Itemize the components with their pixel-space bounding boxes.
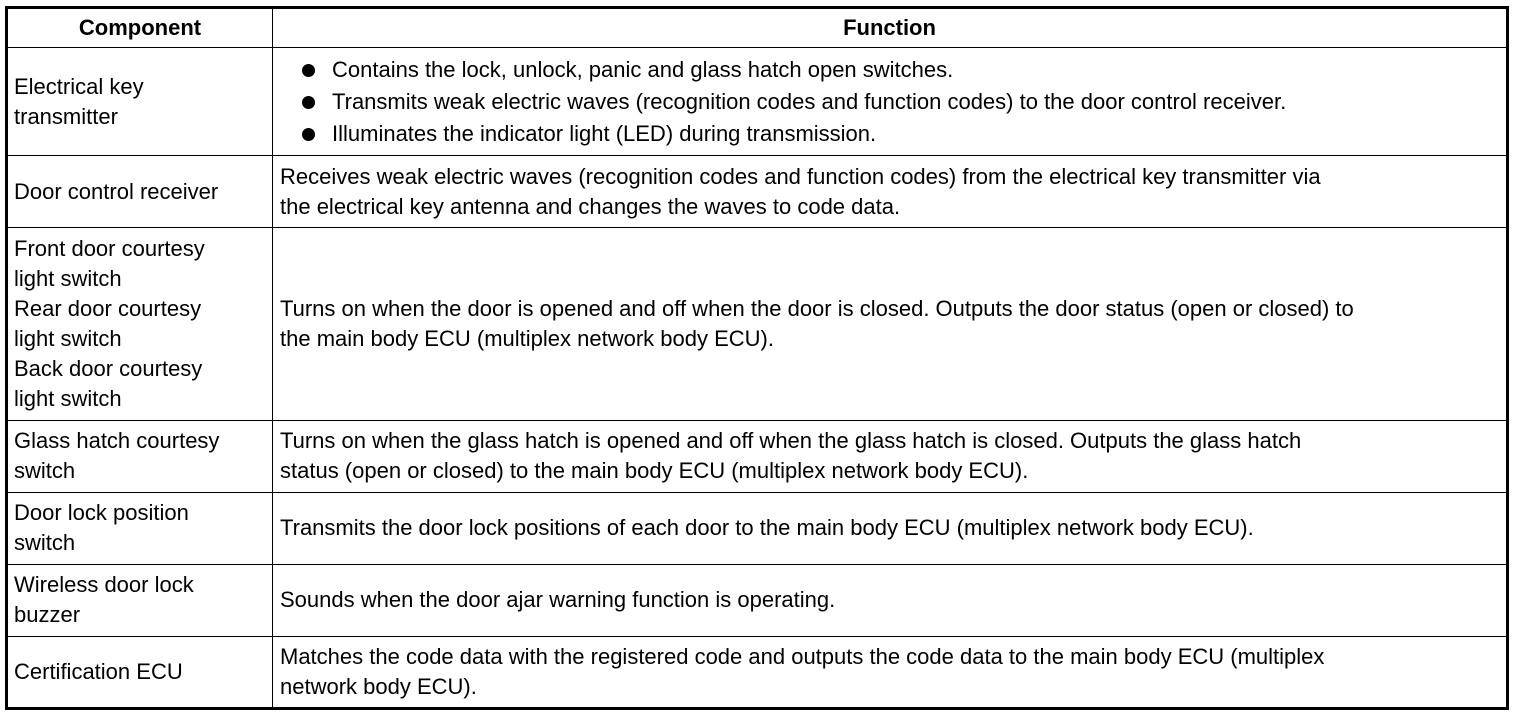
header-component: Component <box>7 8 273 48</box>
bullet-text: Illuminates the indicator light (LED) during transmission. <box>332 120 877 146</box>
component-line: Front door courtesy <box>14 235 205 261</box>
bullet-text: Contains the lock, unlock, panic and glass hatch open switches. <box>332 56 954 82</box>
table-row <box>7 492 1508 564</box>
component-line: Electrical key <box>14 73 144 99</box>
function-line: the main body ECU (multiplex network body ECU). <box>280 325 774 351</box>
function-line: status (open or closed) to the main body ECU (multiplex network body ECU). <box>280 458 1029 484</box>
function-line: the electrical key antenna and changes the waves to code data. <box>280 193 901 219</box>
bullet-icon <box>302 96 315 109</box>
component-line: Door lock position <box>14 500 189 526</box>
list-item <box>300 86 1502 118</box>
component-line: Glass hatch courtesy <box>14 428 220 454</box>
function-line: Turns on when the door is opened and off when the door is closed. Outputs the door status (open or closed) to <box>280 295 1354 321</box>
function-line: Matches the code data with the registered code and outputs the code data to the main body ECU (multiplex <box>280 643 1325 669</box>
list-item <box>300 118 1502 150</box>
component-line: transmitter <box>14 103 118 129</box>
component-line: light switch <box>14 325 122 351</box>
function-line: Receives weak electric waves (recognition codes and function codes) from the electrical key transmitter via <box>280 163 1321 189</box>
function-cell <box>273 228 1508 420</box>
component-line: Certification ECU <box>14 658 183 684</box>
function-cell <box>273 492 1508 564</box>
component-line: light switch <box>14 265 122 291</box>
component-function-table-container <box>5 6 1506 710</box>
header-function: Function <box>273 8 1508 48</box>
bullet-icon <box>302 128 315 141</box>
component-line: Rear door courtesy <box>14 295 202 321</box>
component-cell <box>7 636 273 708</box>
component-line: switch <box>14 458 76 484</box>
function-cell <box>273 564 1508 636</box>
component-cell <box>7 48 273 156</box>
function-line: Turns on when the glass hatch is opened and off when the glass hatch is closed. Outputs the glass hatch <box>280 428 1302 454</box>
function-line: Transmits the door lock positions of each door to the main body ECU (multiplex network body ECU). <box>280 515 1254 541</box>
table-row <box>7 228 1508 420</box>
function-line: network body ECU). <box>280 673 477 699</box>
bullet-icon <box>302 64 315 77</box>
function-cell <box>273 420 1508 492</box>
table-row <box>7 636 1508 708</box>
component-line: Back door courtesy <box>14 355 203 381</box>
bullet-text: Transmits weak electric waves (recognition codes and function codes) to the door control receiver. <box>332 88 1287 114</box>
component-cell <box>7 420 273 492</box>
table-row <box>7 156 1508 228</box>
component-cell <box>7 156 273 228</box>
function-line: Sounds when the door ajar warning function is operating. <box>280 587 836 613</box>
component-line: switch <box>14 530 76 556</box>
component-line: buzzer <box>14 602 81 628</box>
component-cell <box>7 564 273 636</box>
table-row <box>7 420 1508 492</box>
component-line: Wireless door lock <box>14 572 194 598</box>
component-line: light switch <box>14 385 122 411</box>
function-cell <box>273 156 1508 228</box>
component-line: Door control receiver <box>14 178 219 204</box>
component-cell <box>7 228 273 420</box>
table-row <box>7 48 1508 156</box>
function-cell <box>273 636 1508 708</box>
header-row <box>7 8 1508 48</box>
component-cell <box>7 492 273 564</box>
list-item <box>300 54 1502 86</box>
component-function-table <box>5 6 1509 710</box>
function-bullet-list <box>280 54 1502 150</box>
table-row <box>7 564 1508 636</box>
function-cell <box>273 48 1508 156</box>
